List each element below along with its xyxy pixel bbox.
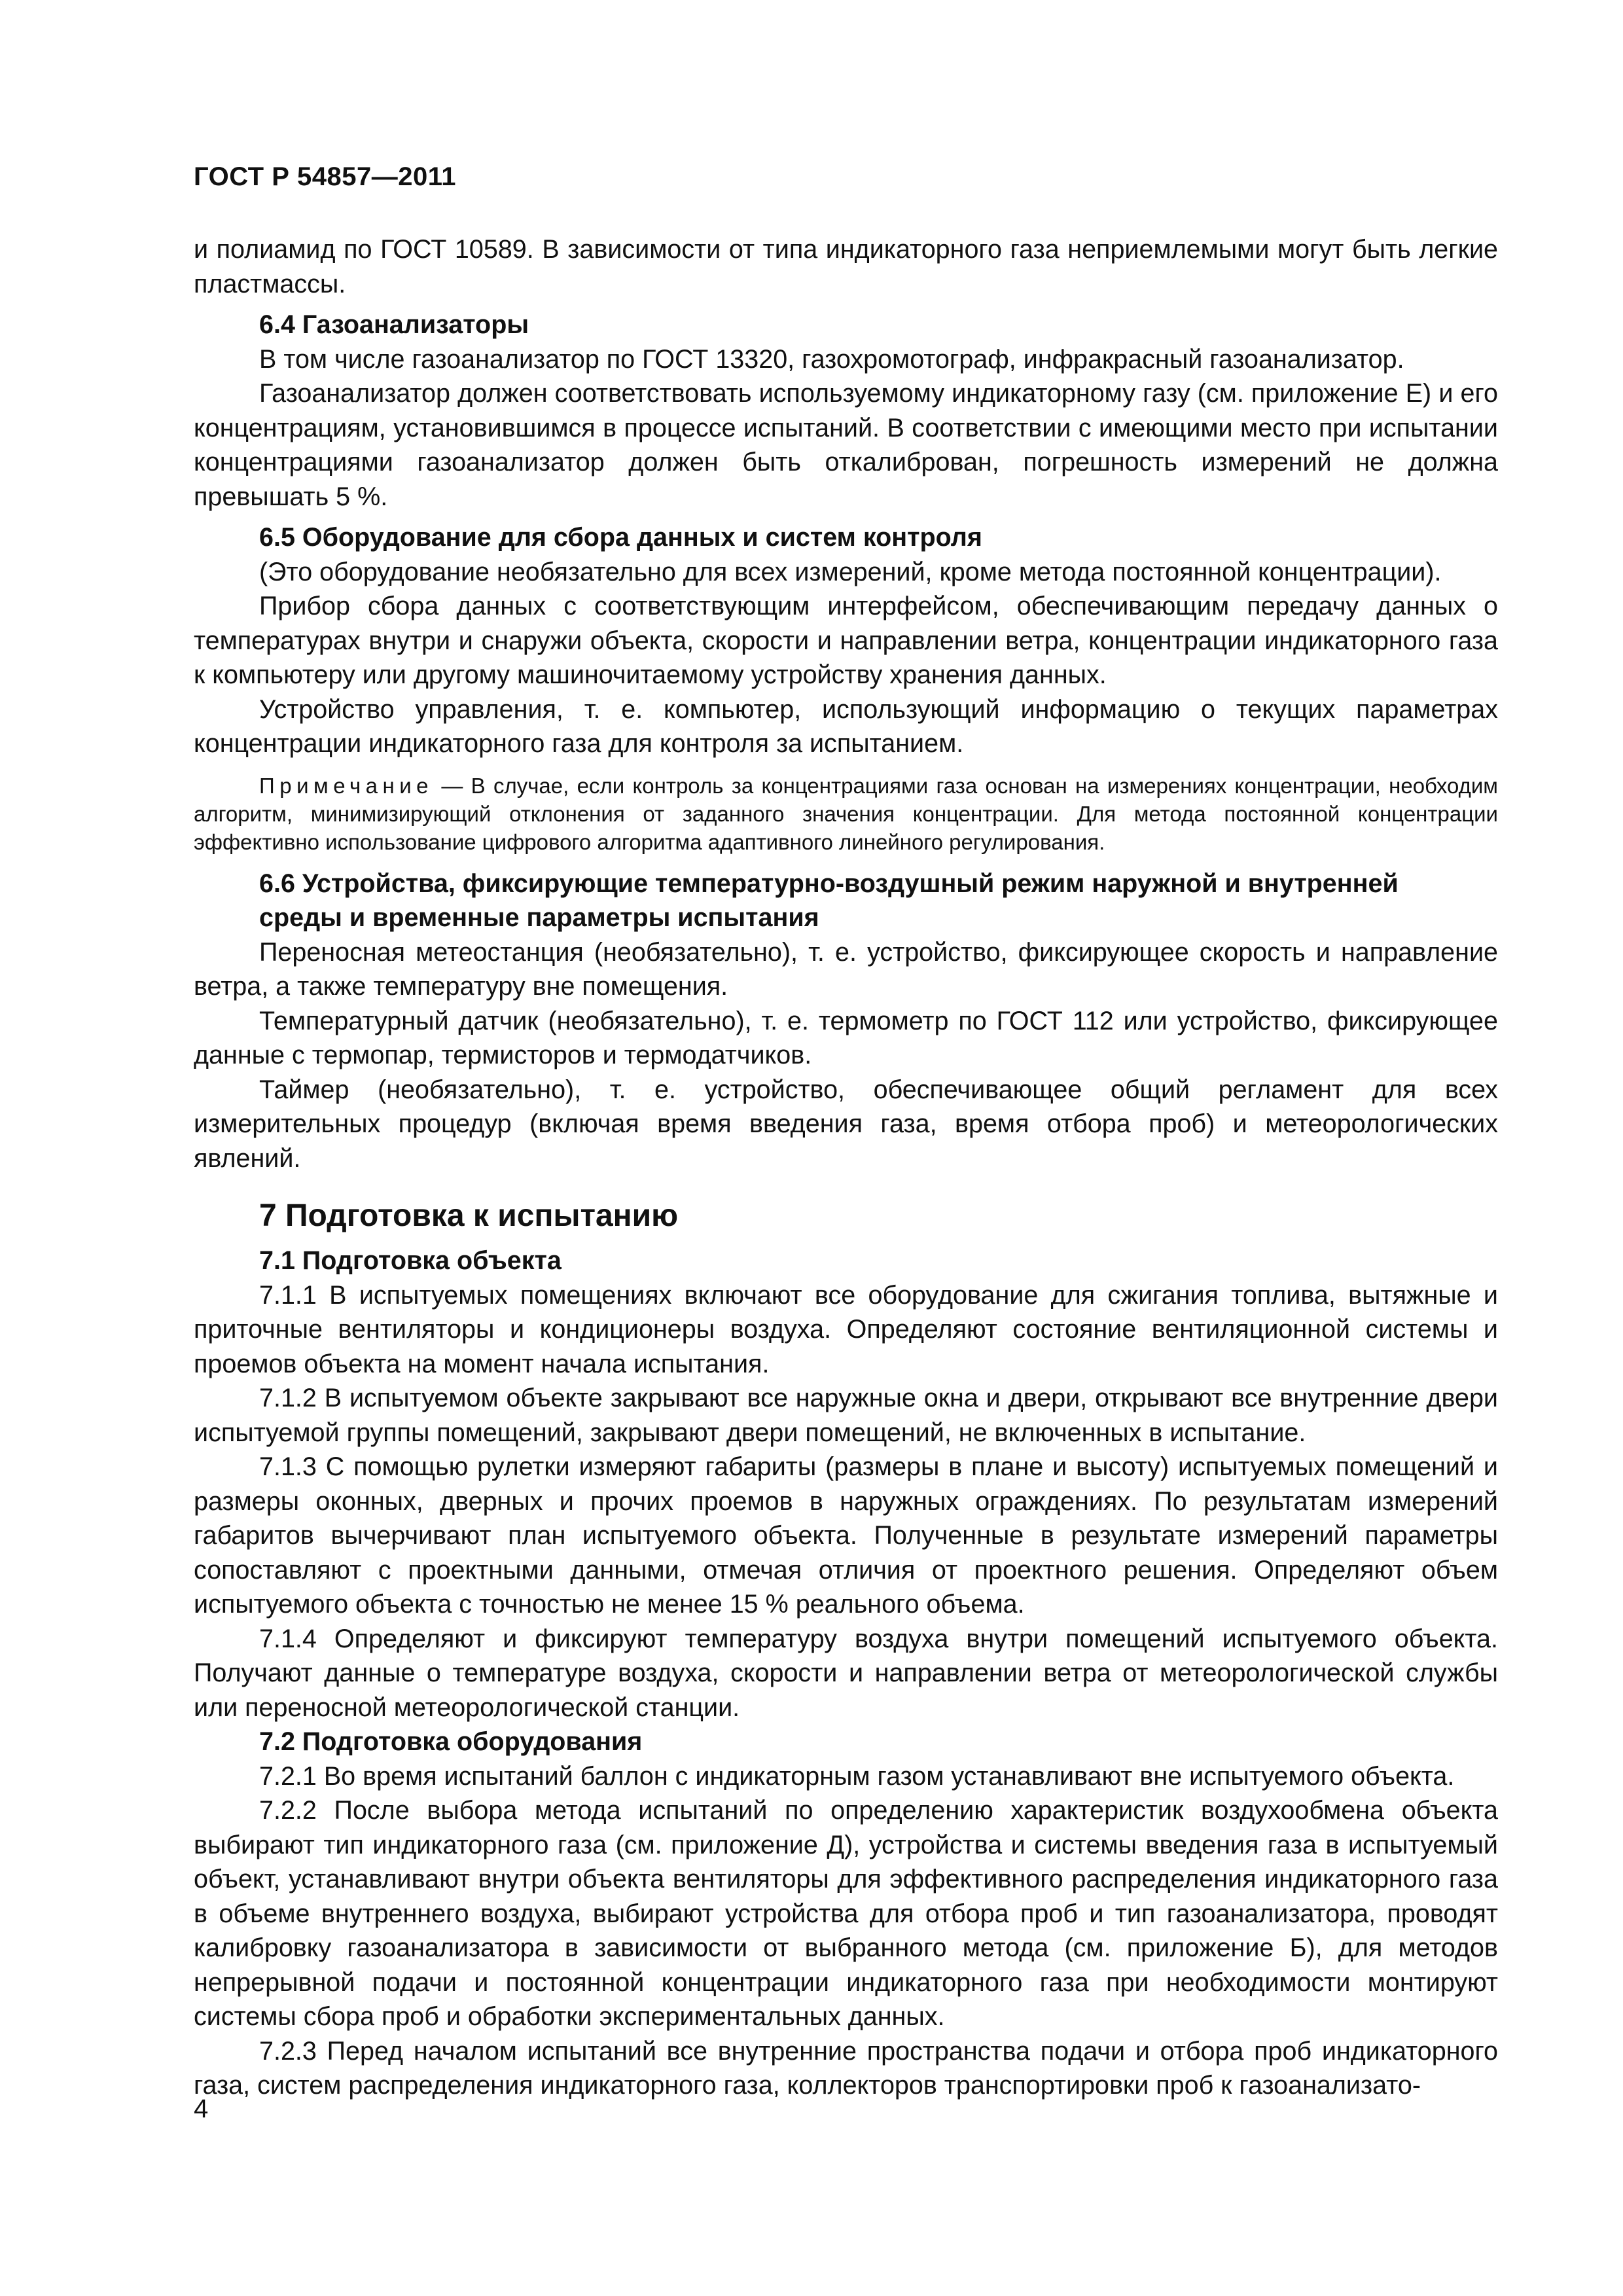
page-content	[194, 232, 1498, 2103]
section-7-1-1: 7.1.1 В испытуемых помещениях включают все оборудование для сжигания топлива, вытяжные и приточные вентиляторы и кондиционеры воздуха. Определяют состояние вентиляционной системы и проемов объекта на момент начала испытания.	[194, 1280, 1498, 1378]
section-6-6-title-line-1: 6.6 Устройства, фиксирующие температурно-воздушный режим наружной и внутренней	[259, 869, 1399, 898]
note	[194, 772, 1498, 856]
document-header: ГОСТ Р 54857—2011	[194, 162, 456, 191]
note-text: — В случае, если контроль за концентрациями газа основан на измерениях концентрации, необходим алгоритм, минимизирующий отклонения от заданного значения концентрации. Для метода постоянной концентрации эффективно использование цифрового алгоритма адаптивного линейного регулирования.	[194, 773, 1498, 854]
section-7-2-1: 7.2.1 Во время испытаний баллон с индикаторным газом устанавливают вне испытуемого объекта.	[259, 1761, 1455, 1791]
section-6-6-paragraph-2: Температурный датчик (необязательно), т. е. термометр по ГОСТ 112 или устройство, фиксирующее данные с термопар, термисторов и термодатчиков.	[194, 1006, 1498, 1069]
section-6-6-title-line-2: среды и временные параметры испытания	[259, 903, 819, 932]
section-6-6-title	[194, 867, 1498, 935]
note-label: Примечание	[259, 773, 434, 798]
page-number: 4	[194, 2094, 209, 2123]
section-6-6-paragraph-3: Таймер (необязательно), т. е. устройство, обеспечивающее общий регламент для всех измерительных процедур (включая время введения газа, время отбора проб) и метеорологических явлений.	[194, 1075, 1498, 1173]
section-6-5-paragraph-2: Прибор сбора данных с соответствующим интерфейсом, обеспечивающим передачу данных о температурах внутри и снаружи объекта, скорости и направлении ветра, концентрации индикаторного газа к компьютеру или другому машиночитаемому устройству хранения данных.	[194, 592, 1498, 689]
section-7-1-3: 7.1.3 С помощью рулетки измеряют габариты (размеры в плане и высоту) испытуемых помещений и размеры оконных, дверных и прочих проемов в наружных ограждениях. По результатам измерений габаритов вычерчивают план испытуемого объекта. Полученные в результате измерений параметры сопоставляют с проектными данными, отмечая отличия от проектного решения. Определяют объем испытуемого объекта с точностью не менее 15 % реального объема.	[194, 1452, 1498, 1619]
paragraph-intro: и полиамид по ГОСТ 10589. В зависимости от типа индикаторного газа неприемлемыми могут быть легкие пластмассы.	[194, 235, 1498, 298]
section-7-2-3: 7.2.3 Перед началом испытаний все внутренние пространства подачи и отбора проб индикаторного газа, систем распределения индикаторного газа, коллекторов транспортировки проб к газоанализато-	[194, 2036, 1498, 2100]
section-7-1-2: 7.1.2 В испытуемом объекте закрывают все наружные окна и двери, открывают все внутренние двери испытуемой группы помещений, закрывают двери помещений, не включенных в испытание.	[194, 1384, 1498, 1447]
section-7-1-title: 7.1 Подготовка объекта	[259, 1246, 562, 1275]
section-6-5-title: 6.5 Оборудование для сбора данных и систем контроля	[259, 523, 982, 552]
section-6-6-paragraph-1: Переносная метеостанция (необязательно), т. е. устройство, фиксирующее скорость и направление ветра, а также температуру вне помещения.	[194, 937, 1498, 1001]
section-7-title: 7 Подготовка к испытанию	[259, 1198, 679, 1233]
section-7-2-2: 7.2.2 После выбора метода испытаний по определению характеристик воздухообмена объекта выбирают тип индикаторного газа (см. приложение Д), устройства и системы введения газа в испытуемый объект, устанавливают внутри объекта вентиляторы для эффективного распределения индикаторного газа в объеме внутреннего воздуха, выбирают устройства для отбора проб и тип газоанализатора, проводят калибровку газоанализатора в зависимости от выбранного метода (см. приложение Б), для методов непрерывной подачи и постоянной концентрации индикаторного газа при необходимости монтируют системы сбора проб и обработки экспериментальных данных.	[194, 1796, 1498, 2031]
section-6-4-paragraph-2: Газоанализатор должен соответствовать используемому индикаторному газу (см. приложение Е) и его концентрациям, установившимся в процессе испытаний. В соответствии с имеющими место при испытании концентрациями газоанализатор должен быть откалиброван, погрешность измерений не должна превышать 5 %.	[194, 379, 1498, 511]
section-6-4-paragraph-1: В том числе газоанализатор по ГОСТ 13320, газохромотограф, инфракрасный газоанализатор.	[259, 344, 1404, 374]
section-6-4-title: 6.4 Газоанализаторы	[259, 310, 529, 339]
section-7-1-4: 7.1.4 Определяют и фиксируют температуру воздуха внутри помещений испытуемого объекта. Получают данные о температуре воздуха, скорости и направлении ветра от метеорологической службы или переносной метеорологической станции.	[194, 1624, 1498, 1722]
section-6-5-paragraph-1: (Это оборудование необязательно для всех измерений, кроме метода постоянной концентрации).	[259, 557, 1442, 586]
section-6-5-paragraph-3: Устройство управления, т. е. компьютер, использующий информацию о текущих параметрах концентрации индикаторного газа для контроля за испытанием.	[194, 694, 1498, 758]
section-7-2-title: 7.2 Подготовка оборудования	[259, 1727, 643, 1756]
